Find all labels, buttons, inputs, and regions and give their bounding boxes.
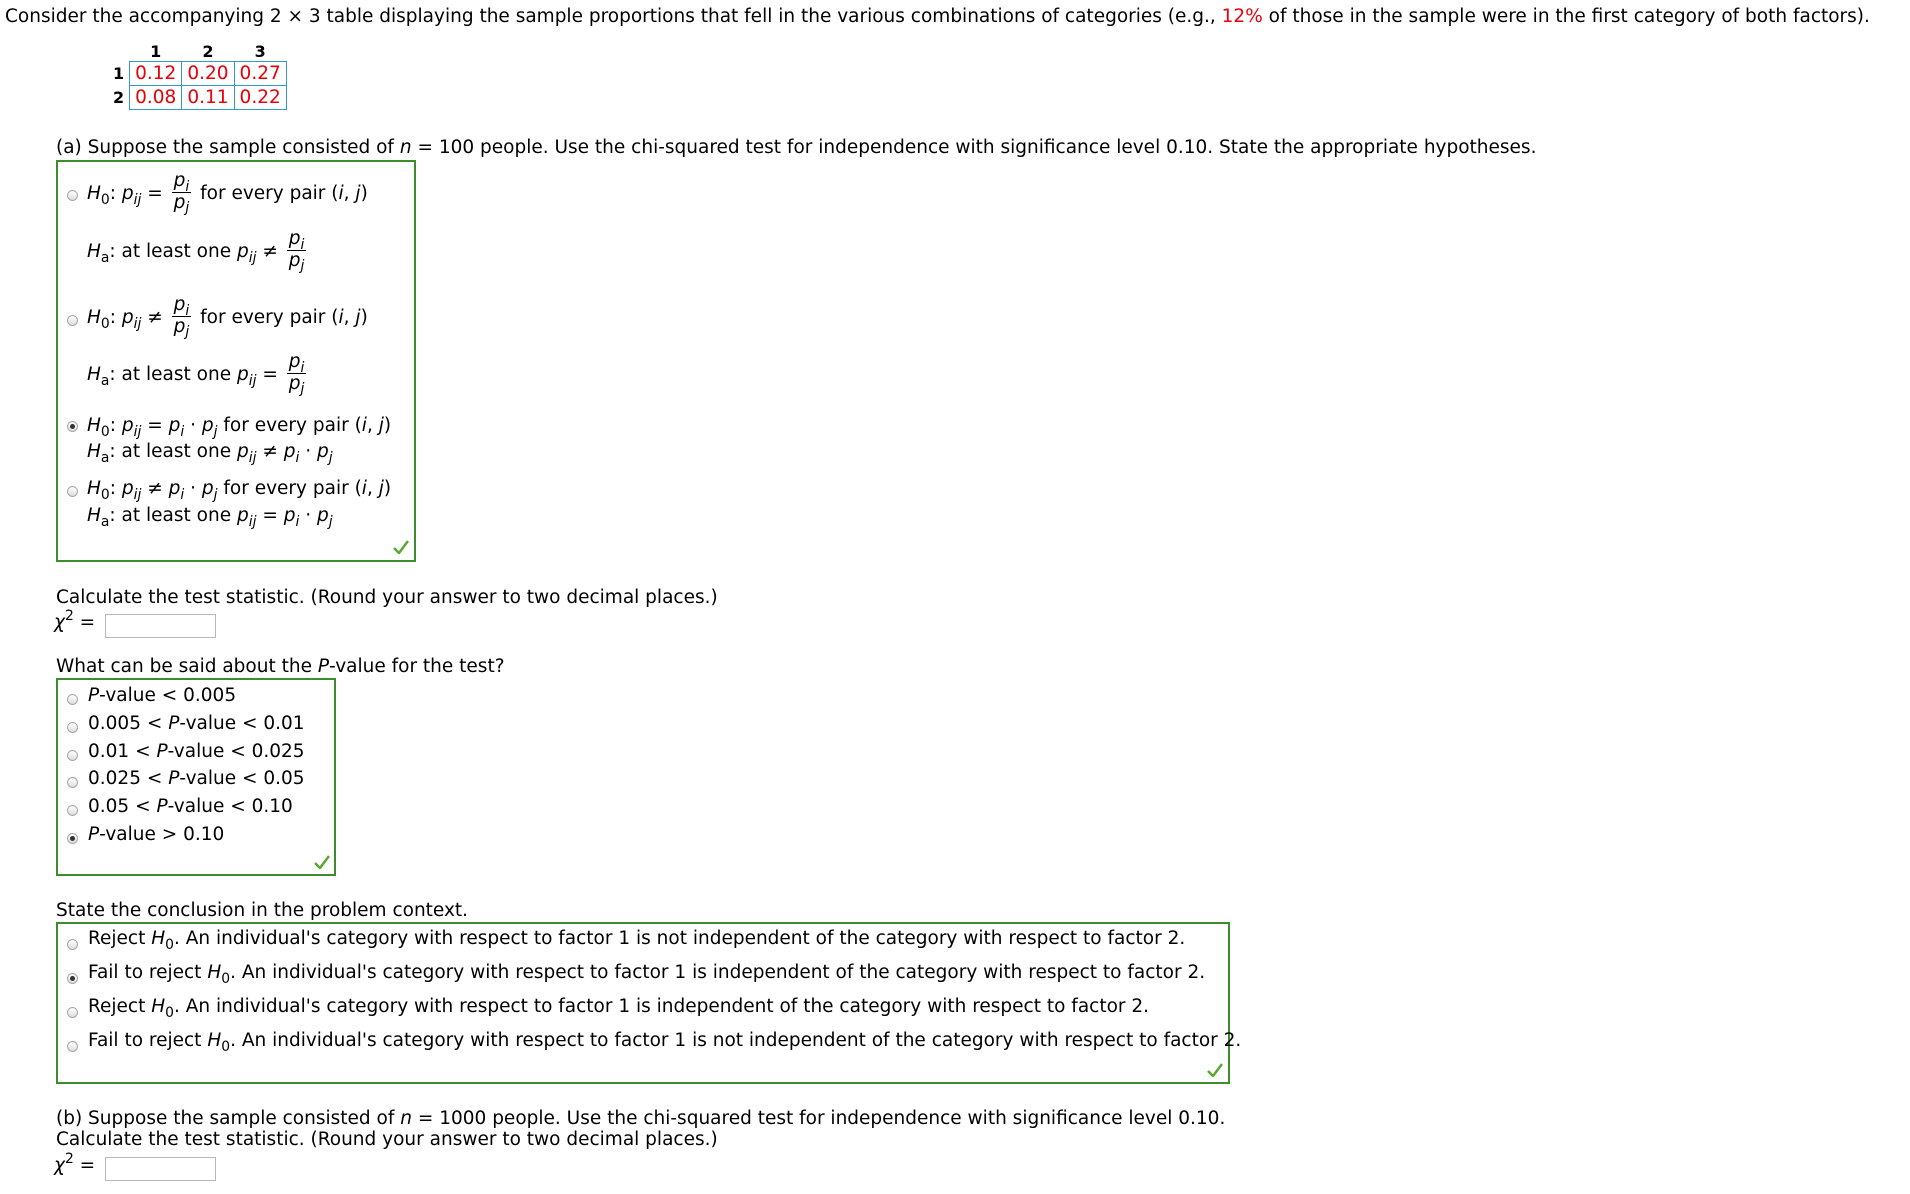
intro-text — [5, 6, 1870, 27]
stat-prompt-a: Calculate the test statistic. (Round your answer to two decimal places.) — [56, 587, 718, 608]
fraction: $\frac{p_i}{p_j}$ — [288, 351, 305, 398]
hypothesis-option-1-h0: $H_0$: $p_{ij}$ = $\frac{p_i}{p_j}$ for every pair (i, j) — [87, 170, 368, 217]
test-statistic-input-a[interactable] — [105, 614, 216, 638]
hypothesis-option-4-ha: $H_a$: at least one $p_{ij} = p_i \cdot p_j$ — [87, 505, 333, 530]
hypothesis-option-3-ha: $H_a$: at least one $p_{ij} \ne p_i \cdot p_j$ — [87, 441, 333, 466]
intro-text-after: of those in the sample were in the first category of both factors). — [1262, 6, 1870, 27]
pvalue-option-label: 0.025 < P-value < 0.05 — [88, 768, 305, 789]
test-statistic-input-b[interactable] — [105, 1157, 216, 1181]
conclusion-option-label: Reject $H_0$. An individual's category with respect to factor 1 is not independent of the category with respect to factor 2. — [88, 928, 1186, 953]
hypothesis-option-1-radio[interactable] — [67, 190, 78, 201]
table-cell: 0.20 — [182, 62, 234, 86]
table-cell: 0.11 — [182, 86, 234, 110]
pvalue-option-radio[interactable] — [67, 805, 78, 816]
hypothesis-option-4-h0: $H_0$: $p_{ij} \ne p_i \cdot p_j$ for every pair (i, j) — [87, 478, 392, 503]
pvalue-option-radio[interactable] — [67, 777, 78, 788]
fraction: $\frac{p_i}{p_j}$ — [288, 228, 305, 275]
pvalue-option-label: 0.01 < P-value < 0.025 — [88, 741, 305, 762]
row-header: 1 — [113, 64, 125, 83]
hypothesis-option-2-ha: $H_a$: at least one $p_{ij}$ = $\frac{p_i}{p_j}$ — [87, 351, 305, 398]
part-a-prompt: (a) Suppose the sample consisted of n = 100 people. Use the chi-squared test for independence with significance level 0.10. State the appropriate hypotheses. — [56, 137, 1537, 158]
pvalue-option-label: 0.05 < P-value < 0.10 — [88, 796, 293, 817]
pvalue-option-radio[interactable] — [67, 833, 78, 844]
hypothesis-option-3-h0: $H_0$: $p_{ij} = p_i \cdot p_j$ for every pair (i, j) — [87, 415, 392, 440]
check-icon — [393, 540, 409, 554]
part-b-prompt: (b) Suppose the sample consisted of n = 1000 people. Use the chi-squared test for independence with significance level 0.10. — [56, 1108, 1226, 1129]
pvalue-prompt: What can be said about the P-value for the test? — [56, 656, 505, 677]
conclusion-option-radio[interactable] — [67, 939, 78, 950]
pvalue-option-label: P-value > 0.10 — [88, 824, 225, 845]
intro-highlight: 12% — [1221, 6, 1263, 27]
conclusion-option-label: Reject $H_0$. An individual's category with respect to factor 1 is independent of the category with respect to factor 2. — [88, 996, 1150, 1021]
pvalue-option-radio[interactable] — [67, 750, 78, 761]
pvalue-option-radio[interactable] — [67, 694, 78, 705]
check-icon — [314, 855, 330, 869]
conclusion-option-radio[interactable] — [67, 1041, 78, 1052]
hypothesis-option-3-radio[interactable] — [67, 421, 78, 432]
table-cell: 0.22 — [234, 86, 286, 110]
hypothesis-option-2-radio[interactable] — [67, 315, 78, 326]
conclusion-option-label: Fail to reject $H_0$. An individual's category with respect to factor 1 is not independent of the category with respect to factor 2. — [88, 1030, 1242, 1055]
conclusion-prompt: State the conclusion in the problem context. — [56, 900, 469, 921]
hypothesis-option-1-ha: $H_a$: at least one $p_{ij}$ ≠ $\frac{p_i}{p_j}$ — [87, 228, 305, 275]
col-header: 3 — [254, 42, 266, 61]
conclusion-option-radio[interactable] — [67, 1007, 78, 1018]
table-cell: 0.27 — [234, 62, 286, 86]
chi-squared-label-a: $\chi^2$ = — [54, 608, 96, 633]
pvalue-option-label: P-value < 0.005 — [88, 685, 237, 706]
stat-prompt-b: Calculate the test statistic. (Round your answer to two decimal places.) — [56, 1129, 718, 1150]
conclusion-option-label: Fail to reject $H_0$. An individual's category with respect to factor 1 is independent of the category with respect to factor 2. — [88, 962, 1206, 987]
table-cell: 0.08 — [130, 86, 182, 110]
intro-text-before: Consider the accompanying 2 × 3 table displaying the sample proportions that fell in the various combinations of categories (e.g., — [5, 6, 1222, 27]
conclusion-option-radio[interactable] — [67, 973, 78, 984]
check-icon — [1207, 1063, 1223, 1077]
proportions-table — [108, 42, 287, 110]
col-header: 2 — [202, 42, 214, 61]
table-cell: 0.12 — [130, 62, 182, 86]
hypothesis-option-2-h0: $H_0$: $p_{ij}$ ≠ $\frac{p_i}{p_j}$ for every pair (i, j) — [87, 294, 368, 341]
col-header: 1 — [150, 42, 162, 61]
hypothesis-option-4-radio[interactable] — [67, 486, 78, 497]
row-header: 2 — [113, 88, 125, 107]
pvalue-option-radio[interactable] — [67, 722, 78, 733]
pvalue-option-label: 0.005 < P-value < 0.01 — [88, 713, 305, 734]
fraction: $\frac{p_i}{p_j}$ — [173, 170, 190, 217]
chi-squared-label-b: $\chi^2$ = — [54, 1151, 96, 1176]
fraction: $\frac{p_i}{p_j}$ — [173, 294, 190, 341]
